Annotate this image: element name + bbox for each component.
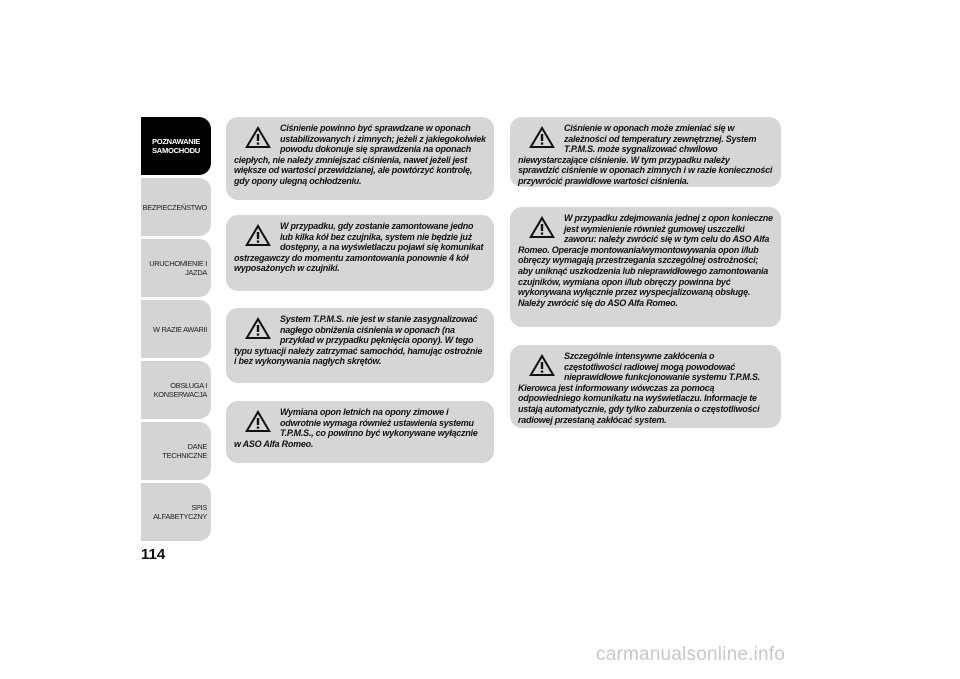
warning-box bbox=[226, 308, 494, 383]
warning-text: W przypadku zdejmowania jednej z opon konieczne jest wymienienie również gumowej uszczelki zaworu: należy zwrócić się w tym celu do ASO Alfa Romeo. Operacje montowania/wymontowywania opon i/lub obręczy wymagają przestrzegania szczególnej ostrożności; aby uniknąć uszkodzenia lub nieprawidłowego zamontowania czujników, wymiana opon i/lub obręczy powinna być wykonywana wyłącznie przez wyspecjalizowaną obsługę. Należy zwrócić się do ASO Alfa Romeo. bbox=[518, 213, 773, 308]
warning-text: Ciśnienie w oponach może zmieniać się w zależności od temperatury zewnętrznej. System T.P.M.S. może sygnalizować chwilowo niewystarczające ciśnienie. W tym przypadku należy sprawdzić ciśnienie w oponach zimnych i w razie konieczności przywrócić prawidłowe wartości ciśnienia. bbox=[518, 123, 773, 186]
warning-triangle-icon bbox=[528, 125, 556, 149]
warning-box bbox=[510, 117, 781, 187]
warning-triangle-icon bbox=[244, 316, 272, 340]
warning-box bbox=[226, 215, 494, 291]
warning-text: Szczególnie intensywne zakłócenia o częstotliwości radiowej mogą powodować nieprawidłowe funkcjonowanie systemu T.P.M.S. Kierowca jest informowany wówczas za pomocą odpowiedniego komunikatu na wyświetlaczu. Informacje te ustają automatycznie, gdy tylko zaburzenia o częstotliwości radiowej przestaną zakłócać system. bbox=[518, 351, 760, 425]
tab-obsluga-i-konserwacja[interactable] bbox=[141, 361, 211, 419]
tab-label: BEZPIECZEŃSTWO bbox=[142, 202, 207, 212]
warning-text: Wymiana opon letnich na opony zimowe i odwrotnie wymaga również ustawienia systemu T.P.M.S., co powinno być wykonywane wyłącznie w ASO Alfa Romeo. bbox=[234, 407, 478, 449]
warning-box bbox=[226, 117, 494, 200]
tab-label: OBSŁUGA I KONSERWACJA bbox=[153, 381, 207, 399]
tab-label: W RAZIE AWARII bbox=[153, 324, 207, 334]
warning-triangle-icon bbox=[244, 223, 272, 247]
tab-label: DANE TECHNICZNE bbox=[162, 442, 207, 460]
tab-dane-techniczne[interactable] bbox=[141, 422, 211, 480]
watermark: carmanualsonline.info bbox=[596, 644, 786, 665]
warning-triangle-icon bbox=[528, 215, 556, 239]
tab-label: POZNAWANIE SAMOCHODU bbox=[151, 137, 201, 155]
tab-label: SPIS ALFABETYCZNY bbox=[153, 503, 207, 521]
warning-text: W przypadku, gdy zostanie zamontowane jedno lub kilka kół bez czujnika, system nie będzie już dostępny, a na wyświetlaczu pojawi się komunikat ostrzegawczy do momentu zamontowania ponownie 4 kół wyposażonych w czujniki. bbox=[234, 221, 484, 274]
warning-triangle-icon bbox=[244, 125, 272, 149]
warning-box bbox=[510, 345, 781, 428]
warning-text: System T.P.M.S. nie jest w stanie zasygnalizować nagłego obniżenia ciśnienia w oponach (na przykład w przypadku pęknięcia opony). W tego typu sytuacji należy zatrzymać samochód, hamując ostrożnie i bez wykonywania nagłych skrętów. bbox=[234, 314, 483, 367]
tab-poznawanie-samochodu[interactable] bbox=[141, 117, 211, 175]
tab-bezpieczenstwo[interactable] bbox=[141, 178, 211, 236]
page-number: 114 bbox=[141, 546, 166, 563]
warning-text: Ciśnienie powinno być sprawdzane w oponach ustabilizowanych i zimnych; jeżeli z jakiegokolwiek powodu dokonuje się sprawdzenia na oponach ciepłych, nie należy zmniejszać ciśnienia, nawet jeżeli jest większe od wartości przewidzianej, ale powtórzyć kontrolę, gdy opony ulegną ochłodzeniu. bbox=[234, 123, 486, 186]
tab-spis-alfabetyczny[interactable] bbox=[141, 483, 211, 541]
warning-triangle-icon bbox=[528, 353, 556, 377]
tab-w-razie-awarii[interactable] bbox=[141, 300, 211, 358]
warning-box bbox=[226, 401, 494, 463]
warning-box bbox=[510, 207, 781, 327]
tab-uruchomienie-i-jazda[interactable] bbox=[141, 239, 211, 297]
warning-triangle-icon bbox=[244, 409, 272, 433]
tab-label: URUCHOMIENIE I JAZDA bbox=[149, 259, 207, 277]
